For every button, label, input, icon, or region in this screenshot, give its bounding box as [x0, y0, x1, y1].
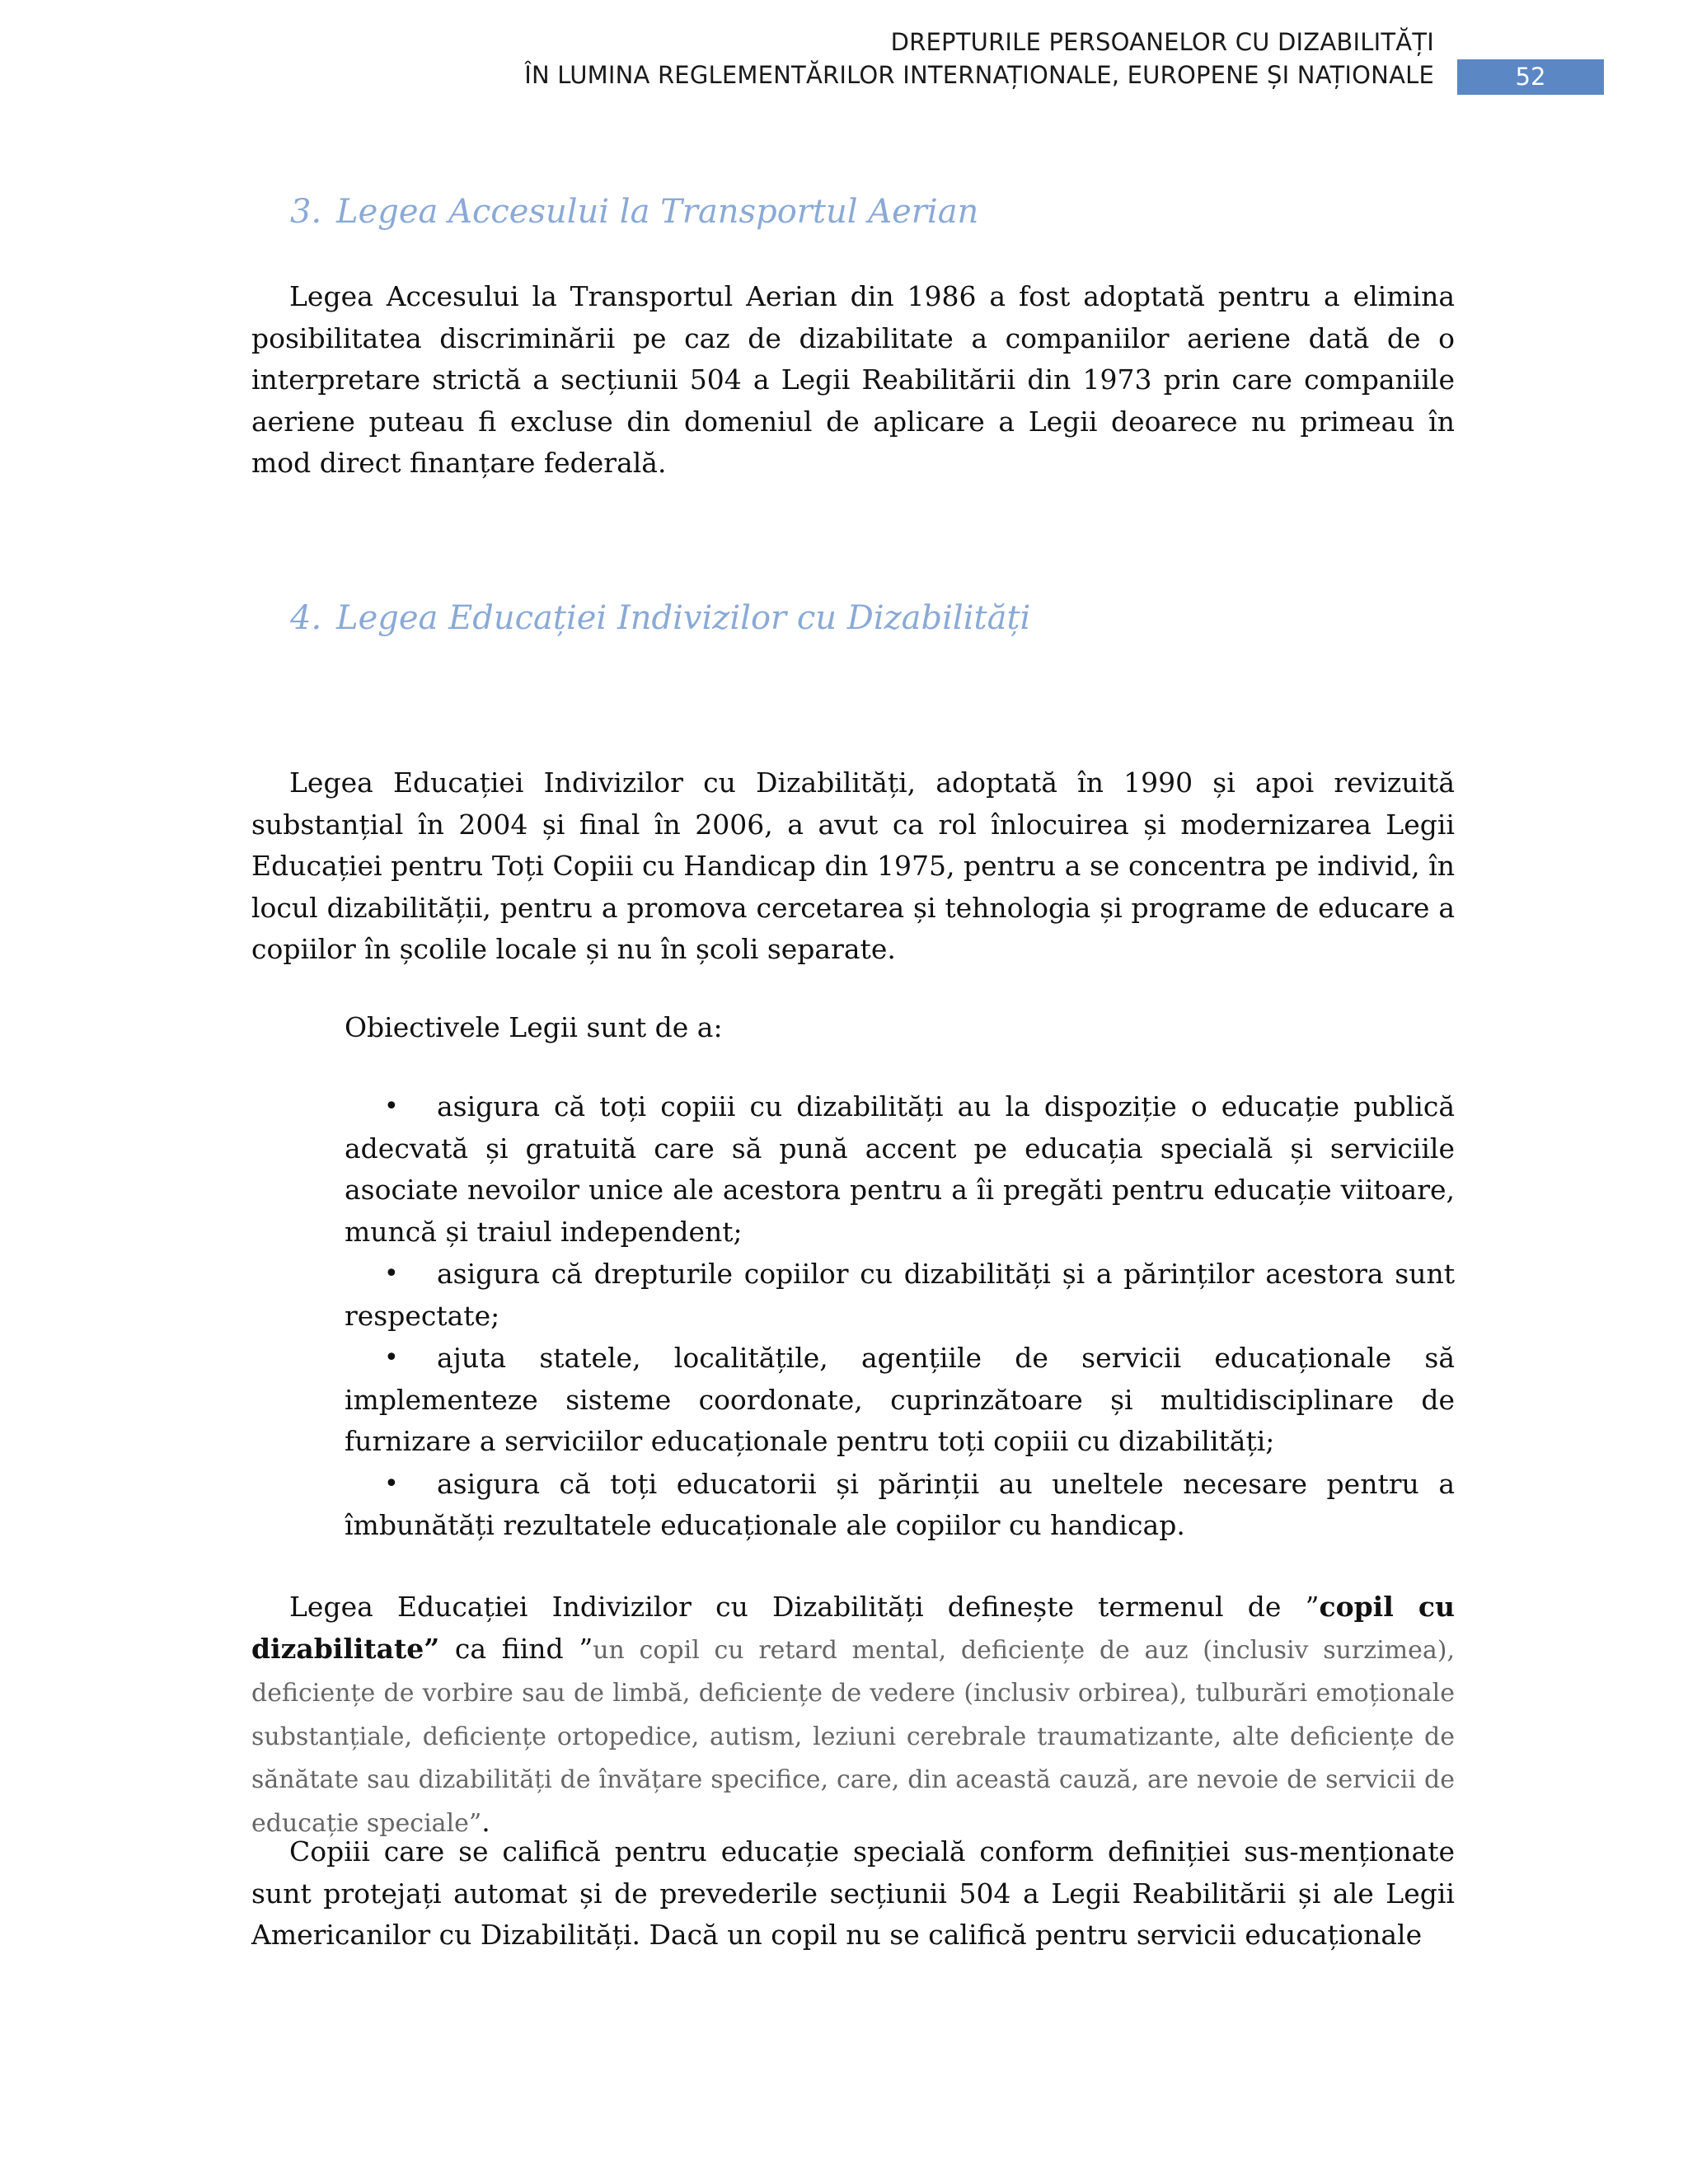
section-4-paragraph-last: Copiii care se califică pentru educație specială conform definiției sus-menționate sunt protejați automat și de prevederile secțiunii 504 a Legii Reabilitării și ale Legii Americanilor cu Dizabilități. Dacă un copil nu se califică pentru servicii educaționale: [251, 1835, 1455, 1951]
bullet-icon: •: [384, 1469, 399, 1498]
bullet-icon: •: [384, 1343, 399, 1372]
objective-text: ajuta statele, localitățile, agențiile de servicii educaționale să implementeze sisteme coordonate, cuprinzătoare și multidisciplinare de furnizare a serviciilor educaționale pentru toți copiii cu dizabilități;: [345, 1342, 1455, 1457]
header-title-line2: ÎN LUMINA REGLEMENTĂRILOR INTERNAȚIONALE, EUROPENE ȘI NAȚIONALE: [524, 61, 1434, 89]
objective-text: asigura că toți copiii cu dizabilități au la dispoziție o educație publică adecvată și gratuită care să pună accent pe educația specială și serviciile asociate nevoilor unice ale acestora pentru a îi pregăti pentru educație viitoare, muncă și traiul independent;: [345, 1090, 1455, 1248]
objectives-list: [345, 1086, 1455, 1548]
bullet-icon: •: [384, 1092, 399, 1121]
definition-mid: ca fiind ”: [439, 1632, 593, 1665]
page-number-badge: 52: [1457, 59, 1604, 95]
section-3-heading: [290, 193, 978, 231]
definition-term: copil cu dizabilitate”: [251, 1591, 1455, 1665]
section-3-paragraph: Legea Accesului la Transportul Aerian din 1986 a fost adoptată pentru a elimina posibilitatea discriminării pe caz de dizabilitate a companiilor aeriene dată de o interpretare strictă a secțiunii 504 a Legii Reabilitării din 1973 prin care companiile aeriene puteau fi excluse din domeniul de aplicare a Legii deoarece nu primeau în mod direct finanțare federală.: [251, 280, 1455, 479]
section-4-heading: [290, 599, 1030, 637]
objective-text: asigura că drepturile copiilor cu dizabilități și a părinților acestora sunt respectate;: [345, 1258, 1455, 1332]
header-title-line1: DREPTURILE PERSOANELOR CU DIZABILITĂȚI: [890, 28, 1434, 56]
objectives-intro: Obiectivele Legii sunt de a:: [345, 1011, 723, 1043]
definition-quote: un copil cu retard mental, deficiențe de auz (inclusiv surzimea), deficiențe de vorbire sau de limbă, deficiențe de vedere (inclusiv orbirea), tulburări emoționale substanțiale, deficiențe ortopedice, autism, leziuni cerebrale traumatizante, alte deficiențe de sănătate sau dizabilități de învățare specifice, care, din această cauză, are nevoie de servicii de educație speciale”: [251, 1635, 1455, 1838]
list-item: [345, 1086, 1455, 1253]
definition-lead: Legea Educației Indivizilor cu Dizabilități definește termenul de ”: [289, 1591, 1320, 1623]
section-4-title: Legea Educației Indivizilor cu Dizabilități: [336, 599, 1031, 637]
bullet-icon: •: [384, 1259, 399, 1288]
objective-text: asigura că toți educatorii și părinții au uneltele necesare pentru a îmbunătăți rezultatele educaționale ale copiilor cu handicap.: [345, 1467, 1455, 1541]
list-item: [345, 1254, 1455, 1337]
section-4-paragraph-1: Legea Educației Indivizilor cu Dizabilități, adoptată în 1990 și apoi revizuită substanțial în 2004 și final în 2006, a avut ca rol înlocuirea și modernizarea Legii Educației pentru Toți Copiii cu Handicap din 1975, pentru a se concentra pe individ, în locul dizabilității, pentru a promova cercetarea și tehnologia și programe de educare a copiilor în școlile locale și nu în școli separate.: [251, 766, 1455, 965]
definition-end: .: [481, 1805, 490, 1838]
definition-paragraph: [251, 1586, 1455, 1844]
section-3-title: Legea Accesului la Transportul Aerian: [336, 193, 979, 231]
section-3-number: 3.: [290, 193, 322, 231]
section-4-number: 4.: [290, 599, 322, 637]
list-item: [345, 1338, 1455, 1463]
list-item: [345, 1464, 1455, 1547]
